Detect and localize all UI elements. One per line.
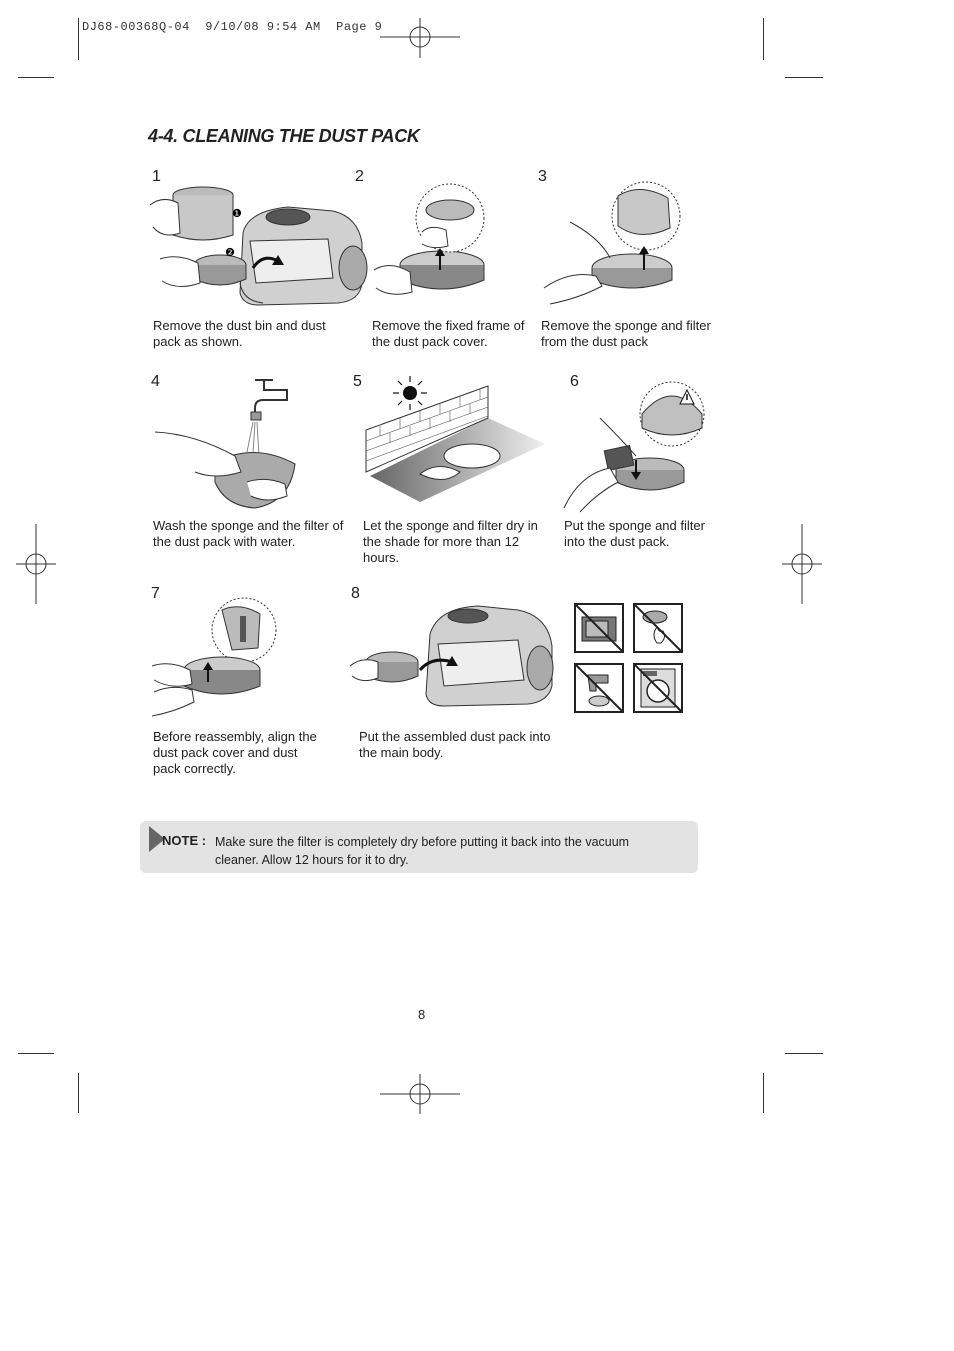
step-6-number: 6 — [570, 373, 579, 390]
step-4-caption: Wash the sponge and the filter of the dust pack with water. — [153, 518, 344, 549]
step-5-illustration — [360, 376, 545, 506]
step-8-number: 8 — [351, 585, 360, 602]
step-5-number: 5 — [353, 373, 362, 390]
step-2-illustration — [370, 180, 492, 302]
hair-dryer-icon — [574, 663, 624, 713]
note-text: Make sure the filter is completely dry before putting it back into the vacuum cleaner. Allow 12 hours for it to dry. — [215, 835, 630, 867]
registration-mark-right — [782, 524, 822, 604]
step-4-number: 4 — [151, 373, 160, 390]
registration-mark-bottom — [380, 1074, 460, 1114]
washing-machine-icon — [633, 663, 683, 713]
registration-mark-top — [380, 18, 460, 58]
step-7-illustration — [150, 590, 305, 720]
step-1-marker-2: ❷ — [225, 246, 235, 259]
step-1-number: 1 — [152, 168, 161, 185]
step-4-illustration — [155, 372, 315, 517]
step-8-caption: Put the assembled dust pack into the main body. — [359, 729, 551, 760]
microwave-icon — [574, 603, 624, 653]
step-1-marker-1: ❶ — [232, 207, 242, 220]
fire-drying-icon — [633, 603, 683, 653]
note-label: NOTE : — [162, 833, 207, 848]
sun-icon — [393, 376, 427, 410]
step-7-caption: Before reassembly, align the dust pack cover and dust pack correctly. — [153, 729, 317, 776]
step-2-number: 2 — [355, 168, 364, 185]
step-6-caption: Put the sponge and filter into the dust pack. — [564, 518, 705, 549]
step-2-caption: Remove the fixed frame of the dust pack cover. — [372, 318, 525, 349]
step-1-caption: Remove the dust bin and dust pack as shown. — [153, 318, 326, 349]
page-number: 8 — [418, 1007, 426, 1022]
step-1-illustration — [148, 183, 366, 311]
step-8-illustration — [348, 600, 556, 720]
step-3-caption: Remove the sponge and filter from the dust pack — [541, 318, 711, 349]
step-3-illustration — [540, 178, 685, 306]
step-5-caption: Let the sponge and filter dry in the shade for more than 12 hours. — [363, 518, 538, 565]
step-7-number: 7 — [151, 585, 160, 602]
step-6-illustration — [560, 378, 710, 518]
section-title: 4-4. CLEANING THE DUST PACK — [148, 126, 420, 146]
registration-mark-left — [16, 524, 56, 604]
print-header: DJ68-00368Q-04 9/10/08 9:54 AM Page 9 — [82, 20, 383, 34]
step-3-number: 3 — [538, 168, 547, 185]
